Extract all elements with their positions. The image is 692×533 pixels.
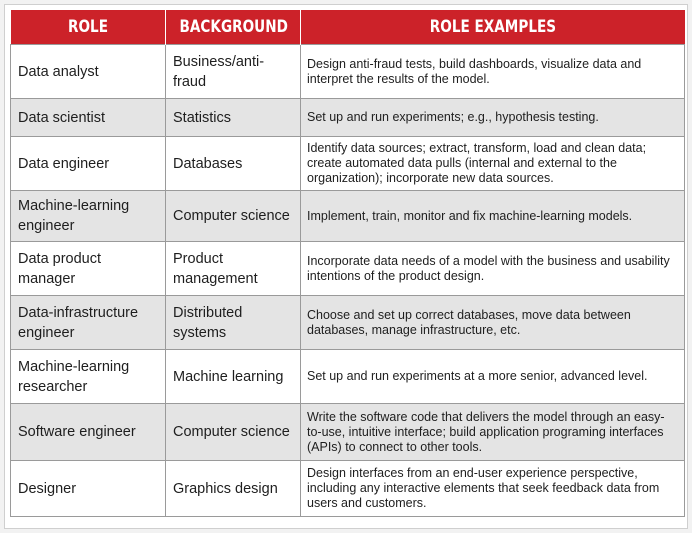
table-row (11, 45, 685, 99)
header-role-examples (301, 10, 685, 45)
examples-cell: Design anti-fraud tests, build dashboards, visualize data and interpret the results of the model. (301, 45, 685, 99)
examples-cell: Design interfaces from an end-user experience perspective, including any interactive elements that seek feedback data from users and customers. (301, 461, 685, 517)
table-row (11, 99, 685, 137)
examples-cell: Incorporate data needs of a model with the business and usability intentions of the product design. (301, 242, 685, 296)
role-cell: Software engineer (11, 404, 166, 461)
table-row (11, 404, 685, 461)
background-cell: Computer science (166, 404, 301, 461)
role-cell: Data-infrastructure engineer (11, 296, 166, 350)
background-cell: Statistics (166, 99, 301, 137)
background-cell: Machine learning (166, 350, 301, 404)
header-row (11, 10, 685, 45)
background-cell: Databases (166, 137, 301, 191)
examples-cell: Choose and set up correct databases, move data between databases, manage infrastructure, etc. (301, 296, 685, 350)
role-cell: Machine-learning engineer (11, 191, 166, 242)
examples-cell: Identify data sources; extract, transform, load and clean data; create automated data pulls (internal and external to the organization); incorporate new data sources. (301, 137, 685, 191)
background-cell: Product management (166, 242, 301, 296)
table-row (11, 296, 685, 350)
table-row (11, 461, 685, 517)
background-cell: Computer science (166, 191, 301, 242)
background-cell: Business/anti-fraud (166, 45, 301, 99)
header-role (11, 10, 166, 45)
background-cell: Distributed systems (166, 296, 301, 350)
header-background (166, 10, 301, 45)
role-cell: Data product manager (11, 242, 166, 296)
table-row (11, 191, 685, 242)
background-cell: Graphics design (166, 461, 301, 517)
roles-table (10, 10, 685, 517)
header-examples-label: ROLE EXAMPLES (429, 17, 556, 37)
header-role-label: ROLE (67, 17, 108, 37)
examples-cell: Set up and run experiments at a more senior, advanced level. (301, 350, 685, 404)
table-row (11, 242, 685, 296)
header-background-label: BACKGROUND (179, 17, 288, 37)
table-row (11, 350, 685, 404)
role-cell: Data analyst (11, 45, 166, 99)
examples-cell: Write the software code that delivers the model through an easy-to-use, intuitive interface; build application programing interfaces (APIs) to connect to other tools. (301, 404, 685, 461)
examples-cell: Set up and run experiments; e.g., hypothesis testing. (301, 99, 685, 137)
role-cell: Data engineer (11, 137, 166, 191)
examples-cell: Implement, train, monitor and fix machine-learning models. (301, 191, 685, 242)
table-frame (4, 4, 688, 529)
role-cell: Designer (11, 461, 166, 517)
role-cell: Machine-learning researcher (11, 350, 166, 404)
table-row (11, 137, 685, 191)
role-cell: Data scientist (11, 99, 166, 137)
